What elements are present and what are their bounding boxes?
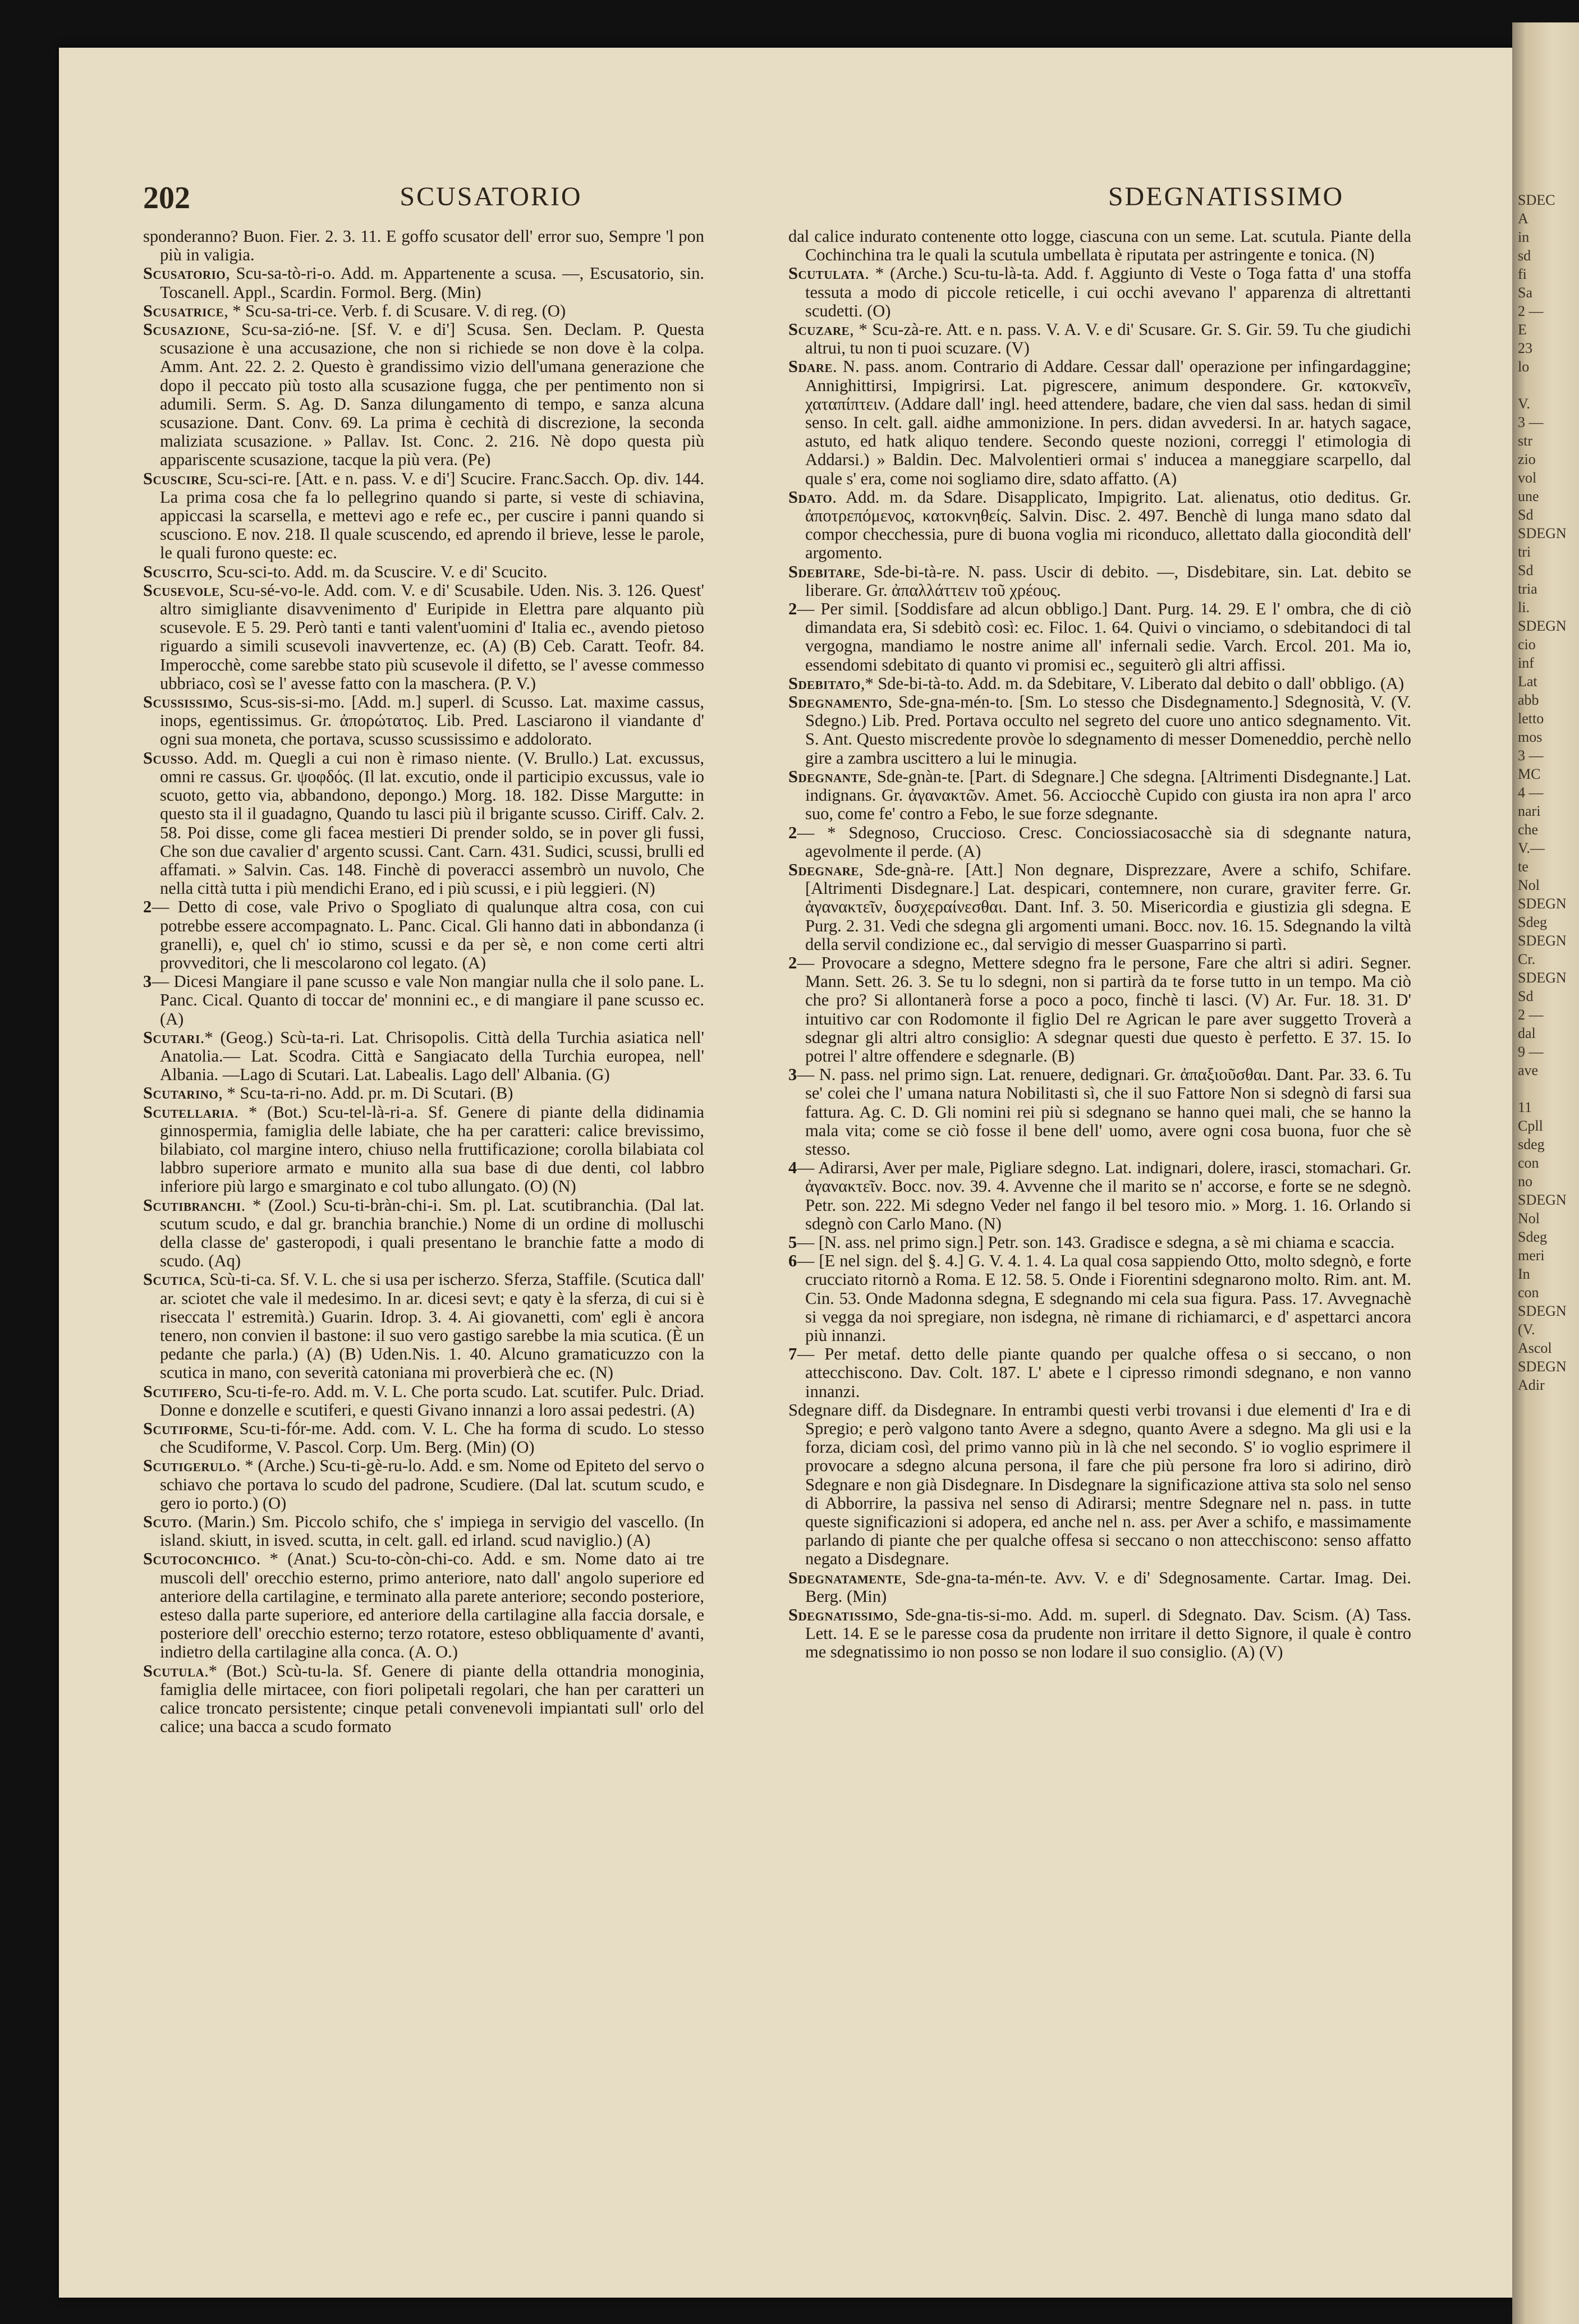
entry-text: , Sde-gna-ta-mén-te. Avv. V. e di' Sdegnosamente. Cartar. Imag. Dei. Berg. (Min) <box>805 1568 1411 1606</box>
edge-fragment: no <box>1518 1173 1532 1189</box>
edge-fragment: SDEC <box>1518 192 1555 208</box>
entry-text: , * Scu-sa-tri-ce. Verb. f. di Scusare. V. di reg. (O) <box>224 301 566 320</box>
dictionary-entry <box>143 1103 704 1196</box>
edge-fragment: vol <box>1518 470 1537 486</box>
dictionary-entry <box>143 1513 704 1550</box>
dictionary-entry <box>143 749 704 898</box>
edge-fragment: 11 <box>1518 1099 1532 1115</box>
entry-headword: 2 <box>788 823 797 842</box>
entry-headword: Scusazione <box>143 320 226 339</box>
entry-text: , Scù-ti-ca. Sf. V. L. che si usa per ischerzo. Sferza, Staffile. (Scutica dall' ar. sciotet che vale il medesimo. In ar. dicesi sevt; e qaty è la sferza, di cui si è riseccata l' estremità.) Guarin. Idrop. 3. 4. Ai giovanetti, com' egli è ancora tenero, non convien il bastone: il suo vero gastigo sarebbe la mia scutica. (È un pedante che parla.) (A) (B) Uden.Nis. 1. 40. Alcuno gramaticuzzo con la scutica in mano, con severità catoniana mi proverbierà che ec. (N) <box>160 1270 704 1383</box>
dictionary-entry <box>788 1233 1411 1252</box>
dictionary-entry <box>788 1159 1411 1233</box>
edge-fragment: SDEGN <box>1518 525 1567 541</box>
entry-headword: Scusatorio <box>143 264 226 283</box>
edge-fragment <box>1518 376 1579 394</box>
dictionary-entry <box>143 693 704 749</box>
entry-headword: 4 <box>788 1158 797 1178</box>
dictionary-entry <box>143 470 704 563</box>
dictionary-entry <box>788 861 1411 954</box>
dictionary-entry <box>143 1084 704 1103</box>
dictionary-entry <box>143 227 704 264</box>
dictionary-entry <box>143 264 704 301</box>
page-number: 202 <box>143 181 190 215</box>
entry-headword: Scuto <box>143 1512 188 1532</box>
entry-text: sponderanno? Buon. Fier. 2. 3. 11. E goffo scusator dell' error suo, Sempre 'l pon più in valigia. <box>143 227 704 265</box>
edge-fragment: con <box>1518 1155 1539 1171</box>
dictionary-entry <box>143 320 704 470</box>
dictionary-entry <box>788 768 1411 824</box>
edge-fragment: SDEGN <box>1518 933 1567 949</box>
entry-text: . * (Bot.) Scu-tel-là-ri-a. Sf. Genere di piante della didinamia ginnospermia, famiglia delle labiate, che ha per caratteri: calice brevissimo, bilabiato, col margine intero, chiuso nella fruttificazione; corolla bilabiata col labbro superiore armato e munito alla sua base di due denti, col labbro inferiore più largo e smarginato e col tubo allungato. (O) (N) <box>160 1102 704 1196</box>
dictionary-entry <box>143 1028 704 1085</box>
edge-fragment: SDEGN <box>1518 1303 1567 1319</box>
edge-fragment: sd <box>1518 247 1531 264</box>
edge-fragment: mos <box>1518 729 1543 745</box>
dictionary-entry <box>788 357 1411 488</box>
entry-text: , Sde-gnà-re. [Att.] Non degnare, Disprezzare, Avere a schifo, Schifare. [Altrimenti Disdegnare.] Lat. despicari, contemnere, non curare, graviter ferre. Gr. ἀγανακτεῖν, δυσχεραίνεσθαι. Dant. Inf. 3. 50. Misericordia e giustizia gli sdegna. E Purg. 2. 31. Vedi che sdegna gli argomenti umani. Bocc. nov. 16. 15. Sdegnando la viltà della servil condizione ec., dal servigio di messer Guasparrino si partì. <box>805 860 1411 954</box>
dictionary-entry <box>788 954 1411 1065</box>
entry-headword: Sdebitato <box>788 673 861 693</box>
entry-text: . Add. m. Quegli a cui non è rimaso niente. (V. Brullo.) Lat. excussus, omni re cassus. Gr. ψοφδός. (Il lat. excutio, onde il participio excussus, vale io scuoto, getto via, abbandono, depongo.) Morg. 18. 182. Disse Margutte: in questo sta il il guadagno, Quando tu lasci più il brigante scusso. Ciriff. Calv. 2. 58. Poi disse, come gli facea mestieri Di prender soldo, se in pover gli fussi, Che son due cavalier d' argento scussi. Cant. Carn. 431. Sudici, scussi, brulli ed affamati. » Salvin. Cas. 148. Finchè di poveracci assembrò un nuvolo, Che nella città tutta i più mendichi Erano, ed i più scussi, e i più leggieri. (N) <box>160 748 704 898</box>
edge-fragment: Adir <box>1518 1377 1545 1393</box>
entry-headword: Scuscire <box>143 469 208 488</box>
entry-headword: Scutica <box>143 1270 201 1289</box>
edge-fragment: une <box>1518 488 1539 504</box>
entry-text: , * Scu-zà-re. Att. e n. pass. V. A. V. e di' Scusare. Gr. S. Gir. 59. Tu che giudichi altrui, tu non ti puoi scuzare. (V) <box>805 320 1411 358</box>
entry-text: . (Marin.) Sm. Piccolo schifo, che s' impiega in servigio del vascello. (In island. skiutt, in isved. scutta, in celt. gall. ed irland. scud naviglio.) (A) <box>160 1512 704 1550</box>
entry-text: , Scu-sci-to. Add. m. da Scuscire. V. e di' Scucito. <box>208 562 548 581</box>
dictionary-entry <box>143 302 704 320</box>
edge-fragment: meri <box>1518 1247 1545 1264</box>
edge-fragment: A <box>1518 210 1528 227</box>
entry-headword: 5 <box>788 1232 797 1252</box>
entry-text: — Provocare a sdegno, Mettere sdegno fra le persone, Fare che altri si adiri. Segner. Mann. Sett. 26. 3. Se tu lo sdegni, non si partirà da te forse tutto in un tempo. Ma ciò che pro? Si allontanerà forse a poco a poco, finchè ti lasci. (V) Ar. Fur. 18. 31. D' intuitivo car con Rodomonte il figlio Del re Agrican le pare aver suggetto Troverà a sdegnar gli altri altro consiglio: A sdegnar questi due questo è perfetto. E 37. 15. Io potrei l' altre offendere e sdegnarle. (B) <box>797 953 1411 1065</box>
edge-fragment: li. <box>1518 599 1530 616</box>
edge-fragment: zio <box>1518 451 1536 467</box>
edge-fragment: Cr. <box>1518 951 1536 967</box>
dictionary-entry <box>788 824 1411 861</box>
edge-fragment: inf <box>1518 655 1534 671</box>
entry-headword: Sdebitare <box>788 562 861 581</box>
edge-fragment: MC <box>1518 766 1541 782</box>
entry-text: , Scu-sa-tò-ri-o. Add. m. Appartenente a scusa. —, Escusatorio, sin. Toscanell. Appl., Scardin. Formol. Berg. (Min) <box>160 264 704 302</box>
entry-text: , Sde-bi-tà-re. N. pass. Uscir di debito. —, Disdebitare, sin. Lat. debito se liberare. Gr. ἀπαλλάττειν τοῦ χρέους. <box>805 562 1411 600</box>
dictionary-entry <box>788 600 1411 674</box>
entry-text: — Detto di cose, vale Privo o Spogliato di qualunque altra cosa, con cui potrebbe essere accompagnato. L. Panc. Cical. Gli hanno dati in abbondanza (i granelli), e, quel ch' io stimo, scussi e da per sè, e non come certi altri provveditori, che li mescolarono col legato. (A) <box>152 897 704 972</box>
entry-headword: Sdegnatissimo <box>788 1605 894 1625</box>
running-head-right: SDEGNATISSIMO <box>1108 182 1344 212</box>
dictionary-entry <box>788 488 1411 563</box>
entry-text: . Add. m. da Sdare. Disapplicato, Impigrito. Lat. alienatus, otio deditus. Gr. ἀποτρεπόμενος, κατοκνηθείς. Salvin. Disc. 2. 497. Benchè di lunga mano sdato dal compor checchessia, pure di buona voglia mi riconduco, allettato dalla giocondità dell' argomento. <box>805 487 1411 563</box>
next-page-fragments <box>1518 191 1579 1394</box>
entry-text: , Sde-gna-mén-to. [Sm. Lo stesso che Disdegnamento.] Sdegnosità, V. (V. Sdegno.) Lib. Pred. Portava occulto nel segreto del cuore uno antico sdegnamento. Vit. S. Ant. Questo miscredente provòe lo sdegnamento di messer Domeneddio, perchè nello gire a zambra uscittero a lui le minugia. <box>805 692 1411 768</box>
edge-fragment: Sd <box>1518 507 1534 523</box>
dictionary-entry <box>788 1345 1411 1401</box>
edge-fragment: 2 — <box>1518 303 1544 319</box>
entry-text: — [E nel sign. del §. 4.] G. V. 4. 1. 4. La qual cosa sappiendo Otto, molto sdegnò, e forte crucciato ritornò a Roma. E 12. 58. 5. Onde i Fiorentini sdegnarono molto. Rim. ant. M. Cin. 53. Onde Madonna sdegna, E sdegnando mi cela sua figura. Pass. 17. Avvegnachè si vegga da noi spregiare, non isdegna, nè rimane di richiamarci, e d' aspettarci ancora più innanzi. <box>797 1251 1411 1345</box>
entry-text: . * (Arche.) Scu-ti-gè-ru-lo. Add. e sm. Nome od Epiteto del servo o schiavo che portava lo scudo del padrone, Scudiere. (Dal lat. scutum scudo, e gero io porto.) (O) <box>160 1456 704 1513</box>
dictionary-entry <box>143 898 704 972</box>
entry-headword: 7 <box>788 1344 797 1364</box>
entry-text: — Per simil. [Soddisfare ad alcun obbligo.] Dant. Purg. 14. 29. E l' ombra, che di ciò dimandata era, Si sdebitò così: ec. Filoc. 1. 64. Quivi o vinciamo, o sdebitandoci di tal vergogna, mandiamo le nostre anime all' infernali sedie. Varch. Ercol. 201. Ma io, essendomi sdebitato di quanto vi promisi ec., seguiterò gli altri affissi. <box>797 599 1411 674</box>
entry-headword: Scusso <box>143 748 194 768</box>
dictionary-entry <box>143 581 704 693</box>
dictionary-entry <box>143 1662 704 1737</box>
dictionary-entry <box>788 693 1411 768</box>
edge-fragment: str <box>1518 433 1532 449</box>
entry-headword: Scuzare <box>788 320 850 339</box>
dictionary-entry <box>143 1270 704 1382</box>
entry-headword: Scutarino <box>143 1083 219 1103</box>
edge-fragment: 3 — <box>1518 747 1544 764</box>
edge-fragment: 23 <box>1518 340 1532 356</box>
edge-fragment: cio <box>1518 636 1536 653</box>
dictionary-entry <box>788 227 1411 264</box>
edge-fragment: SDEGN <box>1518 895 1567 912</box>
entry-headword: 2 <box>788 953 797 972</box>
entry-headword: Scusatrice <box>143 301 224 320</box>
edge-fragment: V. <box>1518 396 1530 412</box>
entry-text: , Scu-sci-re. [Att. e n. pass. V. e di'] Scucire. Franc.Sacch. Op. div. 144. La prima cosa che fa lo pellegrino quando si parte, si veste di schiavina, appiccasi la scarsella, e mettevi ago e refe ec., per cuscire i panni quando si scusciono. E nov. 218. Il quale scuscendo, ed aprendo il brieve, lesse le parole, le quali furono queste: ec. <box>160 469 704 563</box>
edge-fragment: 2 — <box>1518 1007 1544 1023</box>
entry-headword: 2 <box>788 599 797 619</box>
dictionary-entry <box>143 1383 704 1420</box>
entry-text: — [N. ass. nel primo sign.] Petr. son. 143. Gradisce e sdegna, a sè mi chiama e scaccia. <box>797 1232 1395 1252</box>
entry-text: — * Sdegnoso, Cruccioso. Cresc. Conciossiacosacchè sia di sdegnante natura, agevolmente il perde. (A) <box>797 823 1411 861</box>
edge-fragment: tri <box>1518 544 1531 560</box>
edge-fragment: Sdeg <box>1518 1229 1547 1245</box>
entry-headword: Scutulata <box>788 264 865 283</box>
entry-text: — Adirarsi, Aver per male, Pigliare sdegno. Lat. indignari, dolere, irasci, stomachari. Gr. ἀγανακτεῖν. Bocc. nov. 39. 4. Avvenne che il marito se n' accorse, e forte se ne sdegnò. Petr. son. 222. Mi sdegno Veder nel fango il bel tesoro mio. » Morg. 1. 16. Orlando si sdegnò con Carlo Mano. (N) <box>797 1158 1411 1233</box>
entry-headword: 2 <box>143 897 152 917</box>
next-page-edge <box>1512 22 1579 2324</box>
edge-fragment: E <box>1518 321 1527 338</box>
dictionary-entry <box>788 674 1411 693</box>
edge-fragment: te <box>1518 858 1528 875</box>
running-head-left: SCUSATORIO <box>400 182 582 212</box>
edge-fragment: con <box>1518 1284 1539 1301</box>
edge-fragment: nari <box>1518 803 1541 819</box>
dictionary-entry <box>143 1196 704 1271</box>
entry-text: . * (Zool.) Scu-ti-bràn-chi-i. Sm. pl. Lat. scutibranchia. (Dal lat. scutum scudo, e dal gr. branchia branchie.) Nome di un ordine di molluschi della classe de' gasteropodi, i quali presentano le branchie fatte a modo di scudo. (Aq) <box>160 1195 704 1271</box>
entry-text: , Scu-ti-fe-ro. Add. m. V. L. Che porta scudo. Lat. scutifer. Pulc. Driad. Donne e donzelle e scutiferi, e questi Givano innanzi a loro assai pedestri. (A) <box>160 1381 704 1420</box>
entry-text: . N. pass. anom. Contrario di Addare. Cessar dall' operazione per infingardaggine; Annighittirsi, Impigrirsi. Lat. pigrescere, animum despondere. Gr. κατοκνεῖν, χαταπίπτειν. (Addare dall' ingl. heed attendere, badare, che vien dal sass. hedan di simil senso. In celt. gall. aidhe ammonizione. In pers. didan avvedersi. In ar. hatych sagace, astuto, ed hatk aliquo tendere. Secondo queste nozioni, correggi l' etimologia di Addarsi.) » Baldin. Dec. Malvolentieri ormai s' inducea a maneggiare scarpello, dal quale s' era, come noi sogliamo dire, sdato affatto. (A) <box>805 357 1411 488</box>
edge-fragment: fi <box>1518 266 1527 282</box>
entry-text: , Scus-sis-si-mo. [Add. m.] superl. di Scusso. Lat. maxime cassus, inops, egentissimus. Gr. ἀπορώτατος. Lib. Pred. Lasciarono il viandante d' ogni sua moneta, che portava, scusso scussissimo e addolorato. <box>160 692 704 749</box>
dictionary-entry <box>788 320 1411 357</box>
edge-fragment: dal <box>1518 1025 1536 1041</box>
edge-fragment: Sd <box>1518 562 1534 578</box>
entry-text: ,* Sde-bi-tà-to. Add. m. da Sdebitare, V. Liberato dal debito o dall' obbligo. (A) <box>860 673 1404 693</box>
entry-text: , Scu-sa-zió-ne. [Sf. V. e di'] Scusa. Sen. Declam. P. Questa scusazione è una accusazione, che non si richiede se non dove è la colpa. Amm. Ant. 22. 2. 2. Questo è grandissimo vizio dell'umana generazione che dopo il peccato più tosto alla scusazione fugga, che per pentimento non si adumili. Serm. S. Ag. D. Sanza dilungamento di tempo, e sanza alcuna scusazione. Dant. Conv. 69. La prima è cechità di discrezione, la seconda maliziata scusazione. » Pallav. Ist. Conc. 2. 216. Nè dopo questa più appariscente scusazione, tacque la più vera. (Pe) <box>160 320 704 470</box>
edge-fragment: Sd <box>1518 988 1534 1004</box>
dictionary-entry <box>788 1252 1411 1345</box>
dictionary-entry <box>143 972 704 1028</box>
entry-headword: 3 <box>788 1065 797 1085</box>
dictionary-entry <box>788 1569 1411 1606</box>
dictionary-entry <box>788 563 1411 600</box>
entry-text: .* (Bot.) Scù-tu-la. Sf. Genere di piante della ottandria monoginia, famiglia delle mirtacee, con fiori polipetali regolari, che han per caratteri un calice troncato persistente; cinque petali convenevoli impiantati sull' orlo del calice; una bacca a scudo formato <box>160 1661 704 1737</box>
entry-headword: Scutoconchico <box>143 1549 256 1569</box>
edge-fragment: Ascol <box>1518 1340 1552 1356</box>
left-column <box>143 227 704 1736</box>
edge-fragment: Nol <box>1518 1210 1540 1227</box>
edge-fragment <box>1518 1080 1579 1098</box>
dictionary-entry <box>143 1550 704 1661</box>
entry-text: , Sde-gnàn-te. [Part. di Sdegnare.] Che sdegna. [Altrimenti Disdegnante.] Lat. indignans. Gr. ἀγανακτῶν. Amet. 56. Acciocchè Cupido con giusta ira non apra l' arco suo, come fe' contro a Febo, le sue forze sdegnante. <box>805 766 1411 824</box>
entry-text: — N. pass. nel primo sign. Lat. renuere, dedignari. Gr. ἀπαξιοῦσθαι. Dant. Par. 33. 6. Tu se' colei che l' umana natura Nobilitasti sì, che il suo Fattore Non si sdegnò di farsi sua fattura. Ag. C. D. Gli nomini rei più si sdegnano se hanno quei mali, che se hanno la mala vita; come se ciò fosse il bene dell' uomo, avere ogni cosa buona, fuor che sè stesso. <box>797 1065 1411 1159</box>
entry-headword: 6 <box>788 1251 797 1271</box>
dictionary-entry <box>788 1401 1411 1569</box>
edge-fragment: 3 — <box>1518 414 1544 430</box>
entry-text: , Scu-ti-fór-me. Add. com. V. L. Che ha forma di scudo. Lo stesso che Scudiforme, V. Pascol. Corp. Um. Berg. (Min) (O) <box>160 1419 704 1457</box>
right-column <box>788 227 1411 1662</box>
entry-text: — Per metaf. detto delle piante quando per qualche offesa o si seccano, o non attecchiscono. Dav. Colt. 187. L' abete e l cipresso rimondi sdegnano, e non vanno innanzi. <box>797 1344 1411 1401</box>
edge-fragment: letto <box>1518 710 1544 727</box>
entry-headword: Scutellaria <box>143 1102 235 1122</box>
dictionary-entry <box>788 264 1411 320</box>
entry-headword: Scuscito <box>143 562 209 581</box>
entry-headword: Sdato <box>788 487 833 507</box>
dictionary-entry <box>143 563 704 581</box>
entry-text: . * (Arche.) Scu-tu-là-ta. Add. f. Aggiunto di Veste o Toga fatta d' una stoffa tessuta a modo di piccole reticelle, i cui occhi avevano l' apparenza di altrettanti scudetti. (O) <box>805 264 1411 320</box>
entry-headword: Scutari <box>143 1027 200 1047</box>
entry-headword: Scussissimo <box>143 692 229 712</box>
entry-headword: Scutiforme <box>143 1419 229 1438</box>
entry-text: .* (Geog.) Scù-ta-ri. Lat. Chrisopolis. Città della Turchia asiatica nell' Anatolia.— Lat. Scodra. Città e Sangiacato della Turchia europea, nell' Albania. —Lago di Scutari. Lat. Labealis. Lago dell' Albania. (G) <box>160 1027 704 1085</box>
entry-headword: Sdare <box>788 357 833 376</box>
edge-fragment: 4 — <box>1518 784 1544 801</box>
entry-text: — Dicesi Mangiare il pane scusso e vale Non mangiar nulla che il solo pane. L. Panc. Cical. Quanto di toccar de' monnini ec., e di mangiare il pane scusso ec. (A) <box>152 972 704 1028</box>
entry-text: , * Scu-ta-ri-no. Add. pr. m. Di Scutari. (B) <box>218 1083 513 1103</box>
entry-headword: Sdegnamento <box>788 692 888 712</box>
edge-fragment: Sa <box>1518 284 1532 301</box>
edge-fragment: sdeg <box>1518 1136 1545 1152</box>
edge-fragment: SDEGN <box>1518 1192 1567 1208</box>
entry-headword: Scutula <box>143 1661 205 1680</box>
dictionary-entry <box>143 1457 704 1513</box>
entry-text: dal calice indurato contenente otto logge, ciascuna con un seme. Lat. scutula. Piante della Cochinchina tra le quali la scutula umbellata è riputata per astringente e tonica. (N) <box>788 227 1411 265</box>
edge-fragment: V.— <box>1518 840 1545 856</box>
dictionary-page <box>59 48 1512 2298</box>
edge-fragment: lo <box>1518 359 1530 375</box>
entry-headword: Sdegnante <box>788 766 867 786</box>
edge-fragment: SDEGN <box>1518 618 1567 634</box>
edge-fragment: in <box>1518 229 1530 245</box>
edge-fragment: abb <box>1518 692 1539 708</box>
edge-fragment: SDEGN <box>1518 1358 1567 1375</box>
edge-fragment: Cpll <box>1518 1118 1543 1134</box>
edge-fragment: che <box>1518 821 1539 838</box>
entry-text: , Scu-sé-vo-le. Add. com. V. e di' Scusabile. Uden. Nis. 3. 126. Quest' altro simigliante disavvenimento d' Euripide in Elettra pare alquanto più scusevole. E 5. 29. Però tanti e tanti valent'uomini d' Italia ec., avendo pietoso riguardo a simili scusevoli inavvertenze, ec. (A) (B) Ceb. Caratt. Teofr. 84. Imperocchè, come sarebbe stato più scusevole il difetto, se l' avesse commesso ubbriaco, così se l' avesse fatto con la maschera. (P. V.) <box>160 580 704 693</box>
entry-text: . * (Anat.) Scu-to-còn-chi-co. Add. e sm. Nome dato ai tre muscoli dell' orecchio esterno, primo anteriore, nato dall' angolo superiore ed anteriore della cartilagine, e terminato alla parete anteriore; secondo posteriore, esteso dalla parte superiore, ed anteriore della cartilagine alla faccia dorsale, e posteriore dell' orecchio esterno; terzo rotatore, esteso obbliquamente d' avanti, indietro della cartilagine alla conca. (A. O.) <box>160 1549 704 1662</box>
edge-fragment: SDEGN <box>1518 970 1567 986</box>
edge-fragment: Sdeg <box>1518 914 1547 930</box>
dictionary-entry <box>143 1420 704 1457</box>
edge-fragment: 9 — <box>1518 1044 1544 1060</box>
edge-fragment: Nol <box>1518 877 1540 893</box>
edge-fragment: Lat <box>1518 673 1537 690</box>
edge-fragment: ave <box>1518 1062 1539 1078</box>
entry-headword: Scusevole <box>143 580 220 600</box>
entry-headword: 3 <box>143 972 152 991</box>
entry-text: , Sde-gna-tis-si-mo. Add. m. superl. di Sdegnato. Dav. Scism. (A) Tass. Lett. 14. E se le paresse cosa da prudente non irritare il detto Signore, il quale è contro me sdegnatissimo io non posso se non lodare il suo consiglio. (A) (V) <box>805 1605 1411 1662</box>
entry-headword: Scutifero <box>143 1381 218 1401</box>
entry-headword: Scutigerulo <box>143 1456 236 1476</box>
entry-headword: Sdegnatamente <box>788 1568 902 1587</box>
dictionary-entry <box>788 1606 1411 1662</box>
edge-fragment: In <box>1518 1266 1530 1282</box>
entry-headword: Scutibranchi <box>143 1195 241 1215</box>
entry-headword: Sdegnare <box>788 860 859 879</box>
edge-fragment: (V. <box>1518 1321 1535 1338</box>
entry-text: Sdegnare diff. da Disdegnare. In entrambi questi verbi trovansi i due elementi d' Ira e di Spregio; e però valgono tanto Avere a sdegno, quanto Avere a sdegno. Ma gli usi e la forza, diciam così, del primo vanno più in là che nel secondo. S' io voglio esprimere il provocare a sdegno alcuna persona, il fare che più persone fra loro si adirino, dirò Sdegnare e non già Disdegnare. In Disdegnare la significazione attiva sta solo nel senso di Abborrire, la passiva nel senso di Adirarsi; mentre Sdegnare nel n. pass. in tutte queste significazioni si adopera, ed anche nel n. ass. per Aver a schifo, e massimamente parlando di piante che per qualche offesa si seccano o non attecchiscono: senso affatto negato a Disdegnare. <box>788 1400 1411 1569</box>
dictionary-entry <box>788 1065 1411 1159</box>
edge-fragment: tria <box>1518 581 1537 597</box>
